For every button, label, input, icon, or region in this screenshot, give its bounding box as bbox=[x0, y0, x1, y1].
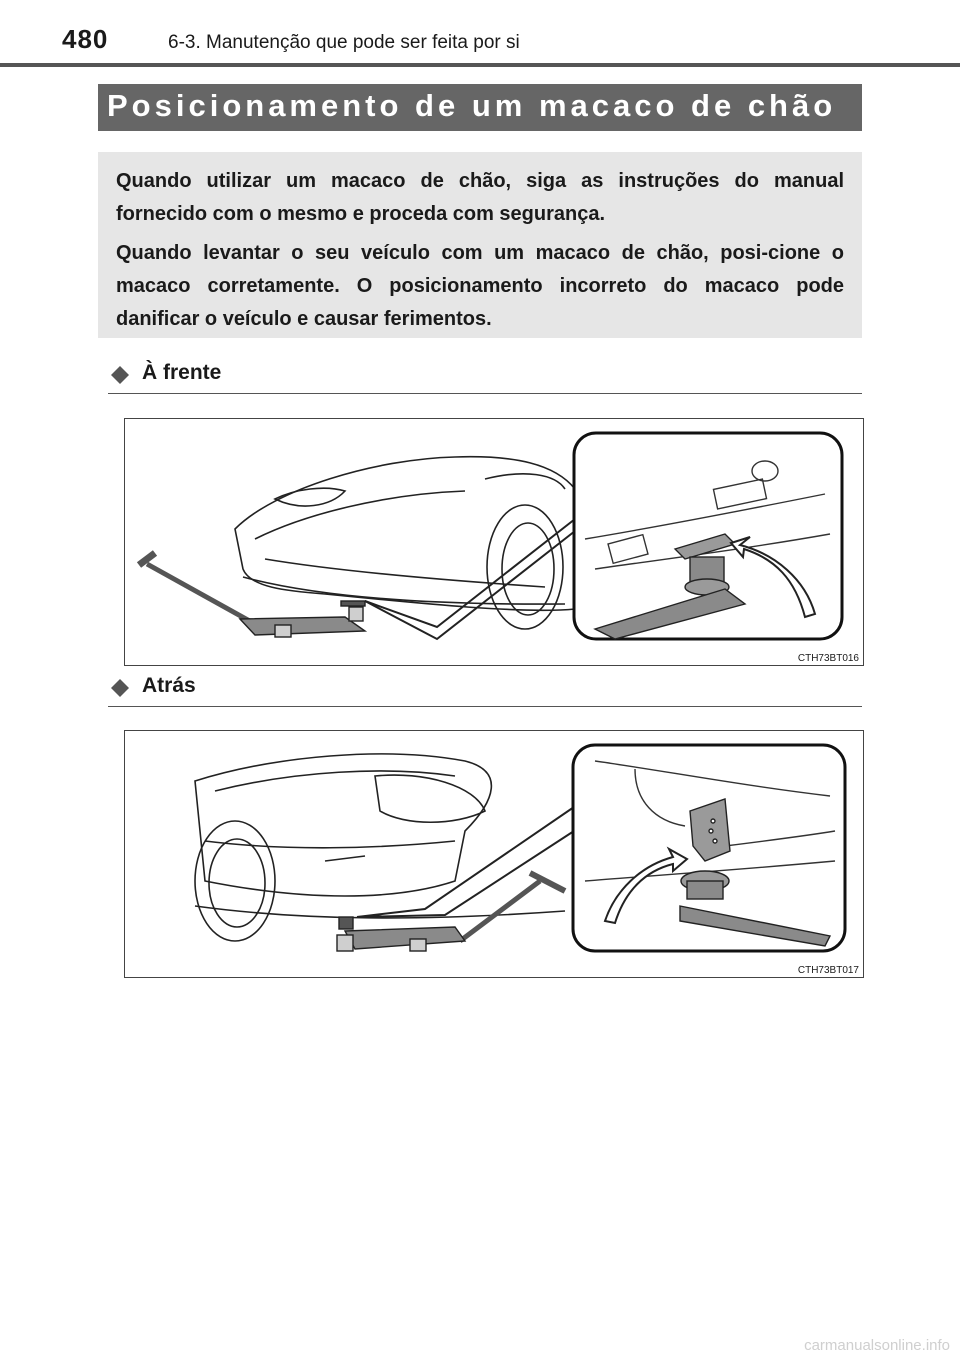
rear-heading-label: Atrás bbox=[142, 674, 196, 697]
front-figure-code: CTH73BT016 bbox=[797, 653, 859, 664]
header-rule bbox=[0, 63, 960, 67]
intro-paragraph-2: Quando levantar o seu veículo com um macaco de chão, posi-cione o macaco corretamente. O posicionamento incorreto do macaco pode danificar o veículo e causar ferimentos. bbox=[116, 242, 844, 330]
rear-heading bbox=[108, 674, 862, 707]
front-heading bbox=[108, 361, 862, 394]
front-heading-label: À frente bbox=[142, 361, 222, 384]
front-figure bbox=[124, 418, 864, 666]
diamond-bullet-icon bbox=[111, 366, 129, 384]
rear-figure-code: CTH73BT017 bbox=[797, 965, 859, 976]
rear-figure bbox=[124, 730, 864, 978]
front-jack-illustration bbox=[125, 419, 863, 665]
section-title: Posicionamento de um macaco de chão bbox=[98, 84, 862, 131]
footer-watermark: carmanualsonline.info bbox=[804, 1337, 950, 1354]
rear-jack-illustration bbox=[125, 731, 863, 977]
intro-paragraph-1: Quando utilizar um macaco de chão, siga as instruções do manual fornecido com o mesmo e proceda com segurança. bbox=[116, 170, 844, 225]
page-number: 480 bbox=[62, 24, 109, 54]
chapter-title: 6-3. Manutenção que pode ser feita por si bbox=[168, 32, 520, 53]
page-header bbox=[0, 0, 960, 66]
diamond-bullet-icon bbox=[111, 679, 129, 697]
intro-box bbox=[98, 152, 862, 338]
